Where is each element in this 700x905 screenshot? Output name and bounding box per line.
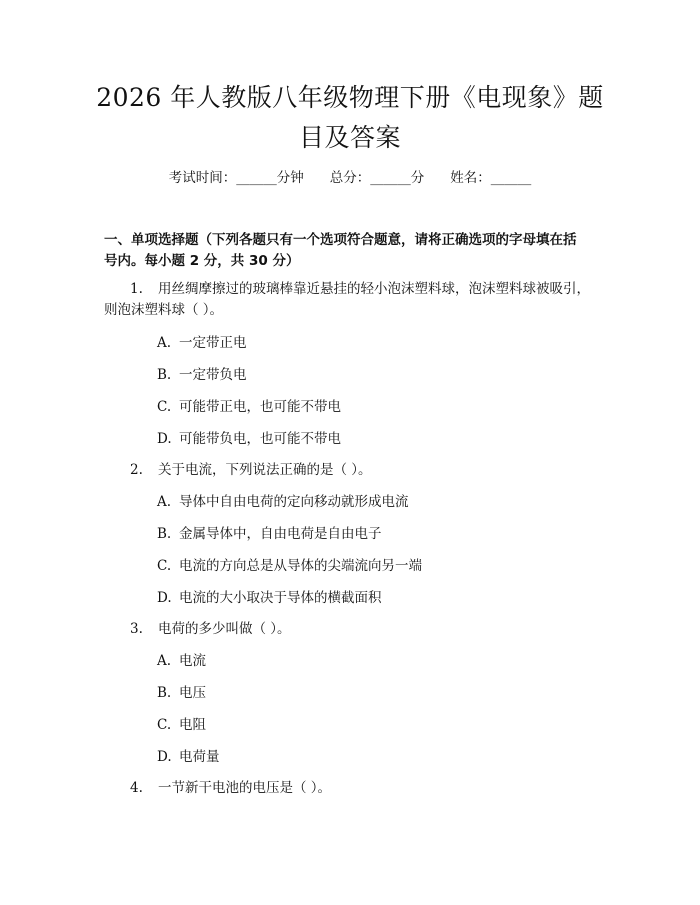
option-letter: A. [157, 494, 172, 510]
option-letter: C. [157, 717, 172, 733]
question-1-stem-continued: 则泡沫塑料球（ ）。 [104, 302, 224, 318]
question-1-stem [130, 279, 604, 300]
question-2-option-b [157, 524, 382, 545]
option-text: 可能带负电，也可能不带电 [179, 431, 341, 447]
question-1-option-b [157, 365, 247, 386]
option-letter: D. [157, 431, 172, 447]
total-score-field: 总分：______分 [329, 170, 425, 186]
option-text: 一定带负电 [179, 367, 247, 383]
option-letter: B. [157, 526, 172, 542]
title-line-2: 目及答案 [298, 123, 401, 152]
option-text: 金属导体中，自由电荷是自由电子 [179, 526, 382, 542]
question-text: 用丝绸摩擦过的玻璃棒靠近悬挂的轻小泡沫塑料球，泡沫塑料球被吸引， [158, 281, 590, 297]
question-2-option-a [157, 492, 409, 513]
question-3-option-b [157, 683, 206, 704]
question-1-option-a [157, 333, 247, 354]
document-title [60, 78, 640, 158]
option-text: 电阻 [179, 717, 206, 733]
option-text: 电压 [179, 685, 206, 701]
option-text: 电流的方向总是从导体的尖端流向另一端 [179, 558, 422, 574]
option-text: 导体中自由电荷的定向移动就形成电流 [179, 494, 409, 510]
option-text: 电流的大小取决于导体的横截面积 [179, 590, 382, 606]
title-line-1: 2026 年人教版八年级物理下册《电现象》题 [96, 83, 604, 112]
option-letter: A. [157, 335, 172, 351]
question-3-option-d [157, 747, 220, 768]
question-number: 2. [130, 462, 143, 478]
question-number: 1. [130, 281, 143, 297]
question-3-stem [130, 619, 604, 640]
option-letter: B. [157, 367, 172, 383]
question-4-stem [130, 778, 604, 799]
option-letter: A. [157, 653, 172, 669]
question-number: 4. [130, 780, 143, 796]
student-name-field: 姓名：______ [450, 170, 532, 186]
section-heading-line-2: 号内。每小题 2 分，共 30 分） [104, 253, 300, 269]
question-2-option-d [157, 588, 382, 609]
option-letter: C. [157, 399, 172, 415]
question-text: 电荷的多少叫做（ ）。 [158, 621, 291, 637]
section-heading-line-1: 一、单项选择题（下列各题只有一个选项符合题意，请将正确选项的字母填在括 [104, 232, 577, 248]
question-text: 关于电流，下列说法正确的是（ ）。 [158, 462, 372, 478]
question-1-option-d [157, 429, 341, 450]
question-3-option-a [157, 651, 206, 672]
question-3-option-c [157, 715, 206, 736]
option-letter: D. [157, 749, 172, 765]
question-1-option-c [157, 397, 341, 418]
question-text: 一节新干电池的电压是（ ）。 [158, 780, 332, 796]
question-2-option-c [157, 556, 422, 577]
option-text: 一定带正电 [179, 335, 247, 351]
section-heading [104, 230, 604, 272]
question-2-stem [130, 460, 604, 481]
option-letter: C. [157, 558, 172, 574]
exam-info-line [0, 168, 700, 188]
option-text: 电荷量 [179, 749, 220, 765]
option-text: 电流 [179, 653, 206, 669]
question-number: 3. [130, 621, 143, 637]
exam-time-field: 考试时间：______分钟 [168, 170, 304, 186]
option-text: 可能带正电，也可能不带电 [179, 399, 341, 415]
option-letter: D. [157, 590, 172, 606]
option-letter: B. [157, 685, 172, 701]
